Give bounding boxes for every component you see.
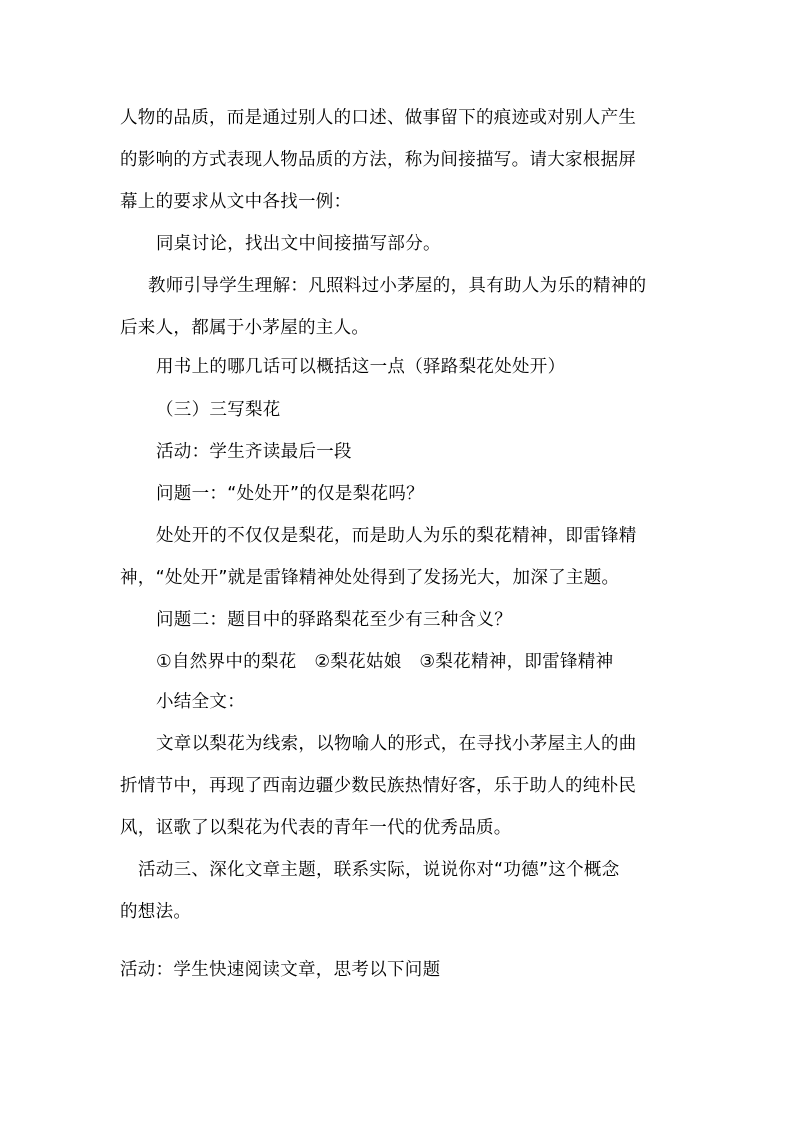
paragraph-line: 教师引导学生理解：凡照料过小茅屋的，具有助人为乐的精神的 — [148, 276, 647, 296]
paragraph-line: 活动：学生齐读最后一段 — [156, 442, 352, 462]
paragraph-line: 神，“处处开”就是雷锋精神处处得到了发扬光大，加深了主题。 — [120, 568, 620, 588]
paragraph-line: 后来人，都属于小茅屋的主人。 — [120, 318, 370, 338]
paragraph-line: 同桌讨论，找出文中间接描写部分。 — [156, 234, 441, 254]
paragraph-line: 的影响的方式表现人物品质的方法，称为间接描写。请大家根据屏 — [120, 150, 637, 170]
paragraph-line: 用书上的哪几话可以概括这一点（驿路梨花处处开） — [156, 357, 566, 377]
paragraph-line: 小结全文： — [156, 692, 245, 712]
paragraph-line: 的想法。 — [120, 902, 192, 922]
paragraph-line: 风，讴歌了以梨花为代表的青年一代的优秀品质。 — [120, 818, 512, 838]
paragraph-line: 人物的品质，而是通过别人的口述、做事留下的痕迹或对别人产生 — [120, 108, 637, 128]
paragraph-line: 活动三、深化文章主题，联系实际，说说你对“功德”这个概念 — [138, 860, 620, 880]
paragraph-line: 文章以梨花为线索，以物喻人的形式，在寻找小茅屋主人的曲 — [156, 734, 637, 754]
paragraph-line: ①自然界中的梨花 ②梨花姑娘 ③梨花精神，即雷锋精神 — [156, 652, 614, 672]
paragraph-line: 问题一：“处处开”的仅是梨花吗？ — [156, 484, 424, 504]
paragraph-line: 折情节中，再现了西南边疆少数民族热情好客，乐于助人的纯朴民 — [120, 776, 637, 796]
paragraph-line: 幕上的要求从文中各找一例： — [120, 192, 352, 212]
paragraph-line: 处处开的不仅仅是梨花，而是助人为乐的梨花精神，即雷锋精 — [156, 526, 637, 546]
paragraph-line: 问题二：题目中的驿路梨花至少有三种含义？ — [156, 610, 512, 630]
paragraph-line: 活动：学生快速阅读文章，思考以下问题 — [120, 960, 441, 980]
section-heading: （三）三写梨花 — [156, 400, 281, 420]
